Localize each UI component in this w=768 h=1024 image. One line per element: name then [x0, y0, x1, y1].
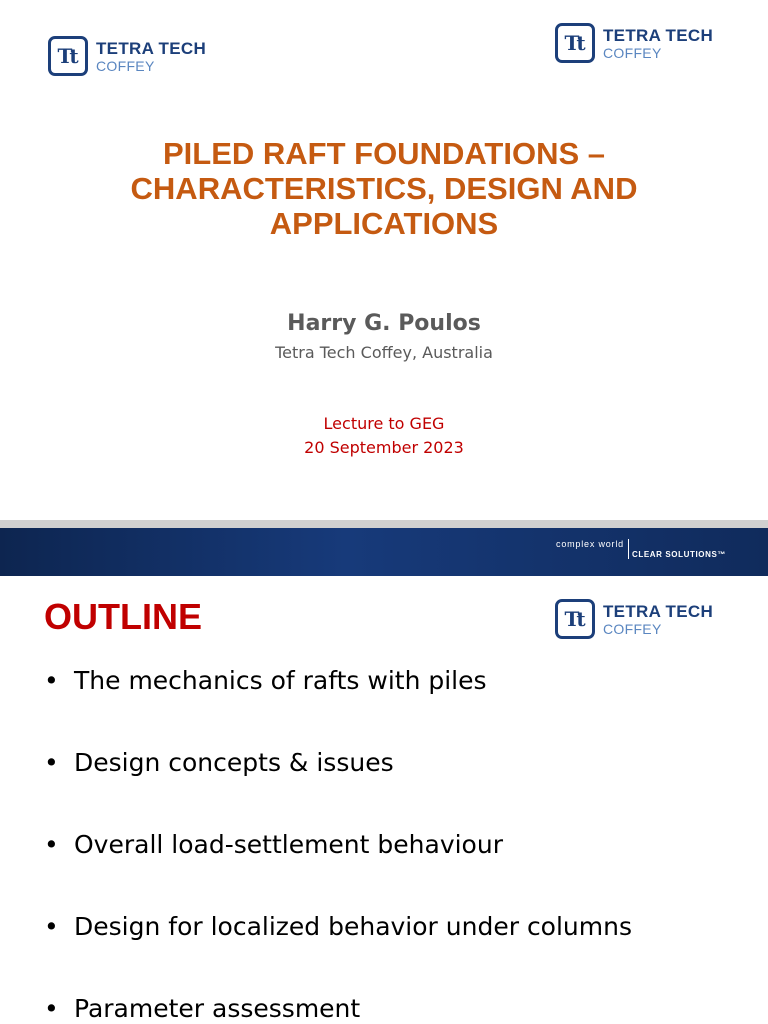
list-item: • Parameter assessment: [44, 990, 632, 1024]
title-line: CHARACTERISTICS, DESIGN AND: [130, 171, 638, 206]
footer-divider: [0, 520, 768, 528]
tetra-tech-logo-mark: Tt: [48, 36, 88, 76]
list-item: • The mechanics of rafts with piles: [44, 662, 632, 744]
list-item: • Design concepts & issues: [44, 744, 632, 826]
title-line: APPLICATIONS: [269, 206, 499, 241]
logo-sub: COFFEY: [603, 620, 662, 637]
bullet-icon: •: [44, 912, 59, 941]
logo-name: TETRA TECH: [96, 38, 207, 58]
tetra-tech-logo-mark: Tt: [555, 23, 595, 63]
lecture-label: Lecture to GEG: [323, 414, 445, 433]
logo-sub: COFFEY: [603, 44, 662, 61]
bullet-icon: •: [44, 994, 59, 1023]
presentation-title: [60, 136, 708, 241]
tetra-tech-logo-outline: [555, 599, 713, 639]
tagline-separator: [628, 539, 629, 559]
footer-band: [0, 528, 768, 576]
author-name: Harry G. Poulos: [287, 311, 481, 336]
lecture-info: [0, 412, 768, 460]
tetra-tech-logo-right: [555, 23, 713, 63]
outline-list: [44, 662, 632, 1024]
bullet-icon: •: [44, 830, 59, 859]
tagline: [556, 539, 726, 559]
list-item: • Overall load-settlement behaviour: [44, 826, 632, 908]
logo-sub: COFFEY: [96, 57, 155, 74]
outline-slide: [0, 576, 768, 1024]
title-line: PILED RAFT FOUNDATIONS –: [162, 136, 606, 171]
list-item: • Design for localized behavior under columns: [44, 908, 632, 990]
tetra-tech-logo-mark: Tt: [555, 599, 595, 639]
lecture-date: 20 September 2023: [304, 438, 464, 457]
tagline-right: CLEAR SOLUTIONS™: [631, 550, 726, 559]
logo-name: TETRA TECH: [603, 601, 714, 621]
bullet-icon: •: [44, 748, 59, 777]
author-affiliation: Tetra Tech Coffey, Australia: [275, 343, 493, 362]
outline-title: OUTLINE: [44, 596, 202, 637]
logo-name: TETRA TECH: [603, 25, 714, 45]
tetra-tech-logo-left: [48, 36, 206, 76]
tagline-left: complex world: [556, 539, 624, 549]
bullet-icon: •: [44, 666, 59, 695]
